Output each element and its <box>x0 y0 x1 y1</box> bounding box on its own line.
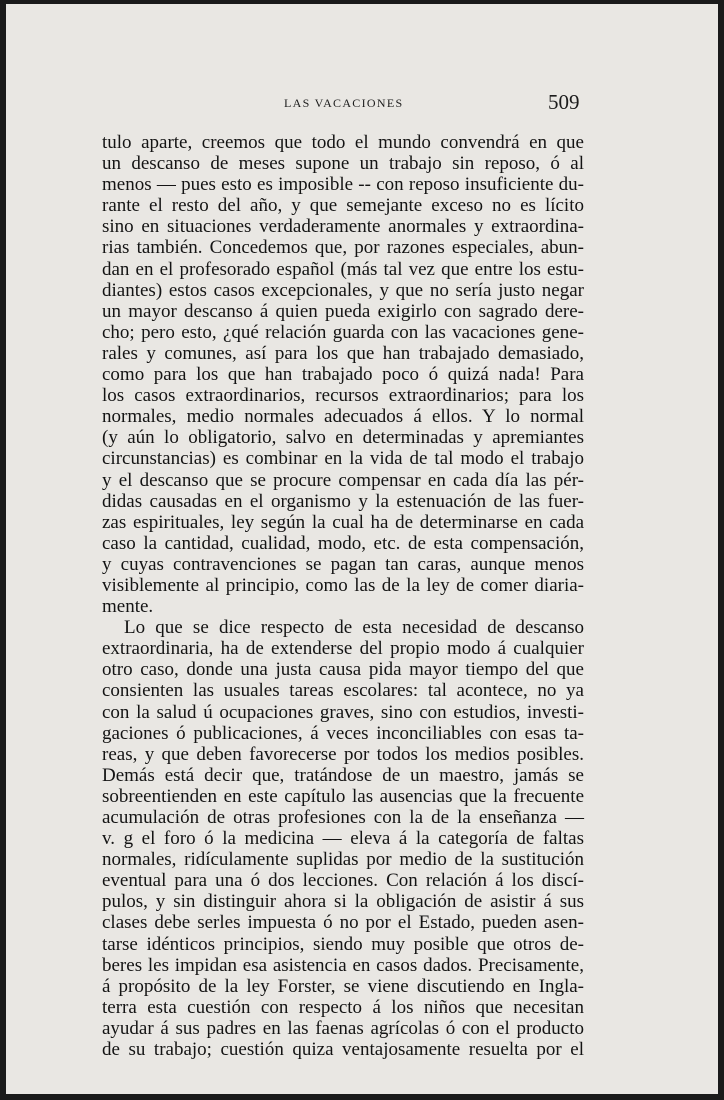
text-line: rante el resto del año, y que semejante exceso no es lícito <box>102 195 584 217</box>
text-line: un mayor descanso á quien pueda exigirlo con sagrado dere- <box>102 300 584 322</box>
text-line: Demás está decir que, tratándose de un maestro, jamás se <box>102 764 584 786</box>
running-head <box>6 92 718 116</box>
text-line: sobreentienden en este capítulo las ausencias que la frecuente <box>102 785 584 807</box>
text-line: á propósito de la ley Forster, se viene discutiendo en Ingla- <box>102 975 584 997</box>
page-number: 509 <box>548 90 580 114</box>
text-line: rias también. Concedemos que, por razones especiales, abun- <box>102 237 584 259</box>
body-text <box>102 132 584 1060</box>
text-line: circunstancias) es combinar en la vida de tal modo el trabajo <box>102 448 584 470</box>
text-line: de su trabajo; cuestión quiza ventajosamente resuelta por el <box>102 1039 584 1061</box>
paragraph-end-line: mente. <box>102 596 154 618</box>
text-line: sino en situaciones verdaderamente anormales y extraordina- <box>102 216 584 238</box>
text-line: rales y comunes, así para los que han trabajado demasiado, <box>102 342 584 364</box>
text-line: tulo aparte, creemos que todo el mundo convendrá en que <box>102 132 584 153</box>
text-line: beres les impidan esa asistencia en casos dados. Precisamente, <box>102 954 584 976</box>
text-line: como para los que han trabajado poco ó quizá nada! Para <box>102 364 584 386</box>
text-line: clases debe serles impuesta ó no por el Estado, pueden asen- <box>102 912 584 934</box>
text-line: otro caso, donde una justa causa pida mayor tiempo del que <box>102 659 584 681</box>
text-line: consienten las usuales tareas escolares: tal acontece, no ya <box>102 680 584 702</box>
running-title: LAS VACACIONES <box>284 96 404 110</box>
text-line: tarse idénticos principios, siendo muy posible que otros de- <box>102 933 584 955</box>
text-line: diantes) estos casos excepcionales, y que no sería justo negar <box>102 279 584 301</box>
text-line: acumulación de otras profesiones con la de la enseñanza — <box>102 807 584 828</box>
text-line: v. g el foro ó la medicina — eleva á la categoría de faltas <box>102 828 584 850</box>
text-line: ayudar á sus padres en las faenas agrícolas ó con el producto <box>102 1017 584 1039</box>
text-line: con la salud ú ocupaciones graves, sino con estudios, investi- <box>102 701 584 723</box>
book-page <box>6 4 718 1094</box>
text-line: pulos, y sin distinguir ahora si la obligación de asistir á sus <box>102 891 584 913</box>
text-line: visiblemente al principio, como las de la ley de comer diaria- <box>102 574 584 596</box>
text-line: gaciones ó publicaciones, á veces inconciliables con esas ta- <box>102 722 584 744</box>
text-line: los casos extraordinarios, recursos extraordinarios; para los <box>102 385 584 407</box>
text-line: normales, medio normales adecuados á ellos. Y lo normal <box>102 406 584 428</box>
text-line: (y aún lo obligatorio, salvo en determinadas y apremiantes <box>102 427 584 449</box>
text-line: terra esta cuestión con respecto á los niños que necesitan <box>102 996 584 1018</box>
text-line: y el descanso que se procure compensar en cada día las pér- <box>102 469 584 491</box>
text-line: zas espirituales, ley según la cual ha de determinarse en cada <box>102 511 584 533</box>
text-line: cho; pero esto, ¿qué relación guarda con las vacaciones gene- <box>102 321 584 343</box>
text-line: y cuyas contravenciones se pagan tan caras, aunque menos <box>102 553 584 575</box>
text-line: reas, y que deben favorecerse por todos los medios posibles. <box>102 743 584 765</box>
text-line: eventual para una ó dos lecciones. Con relación á los discí- <box>102 870 584 892</box>
text-line: caso la cantidad, cualidad, modo, etc. de esta compensación, <box>102 532 584 554</box>
text-line: normales, ridículamente suplidas por medio de la sustitución <box>102 849 584 871</box>
text-line: menos — pues esto es imposible -- con reposo insuficiente du- <box>102 174 584 196</box>
text-line: didas causadas en el organismo y la estenuación de las fuer- <box>102 490 584 512</box>
text-line: un descanso de meses supone un trabajo sin reposo, ó al <box>102 153 584 175</box>
paragraph-start-line: Lo que se dice respecto de esta necesidad de descanso <box>124 617 584 639</box>
text-line: extraordinaria, ha de extenderse del propio modo á cualquier <box>102 638 584 660</box>
text-line: dan en el profesorado español (más tal vez que entre los estu- <box>102 258 584 280</box>
